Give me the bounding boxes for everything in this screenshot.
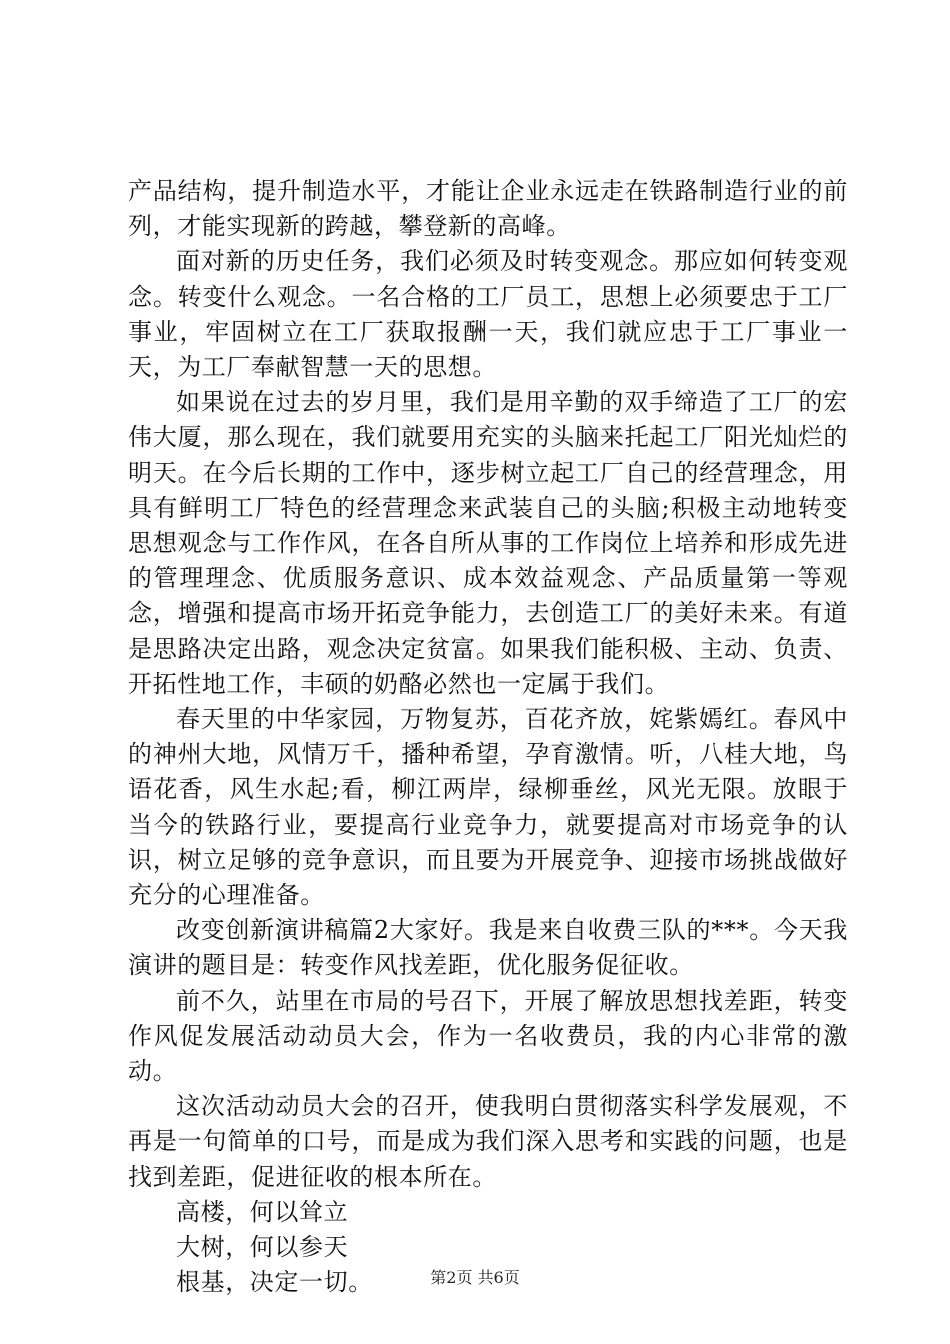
paragraph-10: 根基，决定一切。 xyxy=(176,1268,373,1297)
paragraph-6: 前不久，站里在市局的号召下，开展了解放思想找差距，转变作风促发展活动动员大会，作为一名收费员，我的内心非常的激动。 xyxy=(128,986,848,1086)
paragraph-5: 改变创新演讲稿篇2大家好。我是来自收费三队的***。今天我演讲的题目是：转变作风找差距，优化服务促征收。 xyxy=(128,916,848,980)
paragraph-8: 高楼，何以耸立 xyxy=(176,1197,349,1226)
document-body xyxy=(128,174,848,1301)
page-number-footer: 第2页 共6页 xyxy=(430,1268,520,1287)
paragraph-1: 产品结构，提升制造水平，才能让企业永远走在铁路制造行业的前列，才能实现新的跨越，攀登新的高峰。 xyxy=(128,177,848,241)
paragraph-4: 春天里的中华家园，万物复苏，百花齐放，姹紫嫣红。春风中的神州大地，风情万千，播种希望，孕育激情。听，八桂大地，鸟语花香，风生水起;看，柳江两岸，绿柳垂丝，风光无限。放眼于当今的铁路行业，要提高行业竞争力，就要提高对市场竞争的认识，树立足够的竞争意识，而且要为开展竞争、迎接市场挑战做好充分的心理准备。 xyxy=(128,705,848,910)
paragraph-7: 这次活动动员大会的召开，使我明白贯彻落实科学发展观，不再是一句简单的口号，而是成为我们深入思考和实践的问题，也是找到差距，促进征收的根本所在。 xyxy=(128,1092,848,1191)
paragraph-9: 大树，何以参天 xyxy=(176,1233,349,1262)
paragraph-3: 如果说在过去的岁月里，我们是用辛勤的双手缔造了工厂的宏伟大厦，那么现在，我们就要用充实的头脑来托起工厂阳光灿烂的明天。在今后长期的工作中，逐步树立起工厂自己的经营理念，用具有鲜明工厂特色的经营理念来武装自己的头脑;积极主动地转变思想观念与工作作风，在各自所从事的工作岗位上培养和形成先进的管理理念、优质服务意识、成本效益观念、产品质量第一等观念，增强和提高市场开拓竞争能力，去创造工厂的美好未来。有道是思路决定出路，观念决定贫富。如果我们能积极、主动、负责、开拓性地工作，丰硕的奶酪必然也一定属于我们。 xyxy=(128,388,848,698)
paragraph-2: 面对新的历史任务，我们必须及时转变观念。那应如何转变观念。转变什么观念。一名合格的工厂员工，思想上必须要忠于工厂事业，牢固树立在工厂获取报酬一天，我们就应忠于工厂事业一天，为工厂奉献智慧一天的思想。 xyxy=(128,247,848,382)
